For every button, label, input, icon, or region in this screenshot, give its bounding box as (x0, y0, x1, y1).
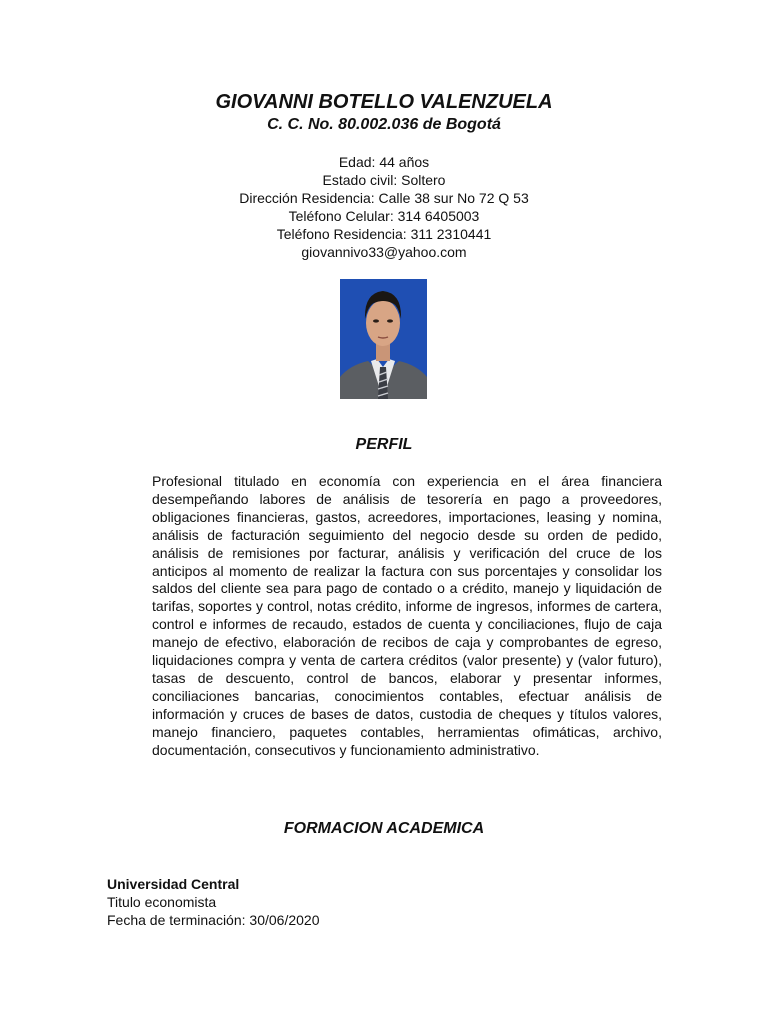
graduation-date: Fecha de terminación: 30/06/2020 (107, 912, 320, 928)
age-line: Edad: 44 años (338, 154, 430, 170)
institution-name: Universidad Central (107, 876, 240, 892)
contact-block (0, 153, 768, 261)
id-number-line: C. C. No. 80.002.036 de Bogotá (267, 116, 501, 133)
address-line: Dirección Residencia: Calle 38 sur No 72 Q 53 (239, 190, 529, 206)
education-section-title: FORMACION ACADEMICA (283, 820, 485, 837)
profile-section-title: PERFIL (355, 436, 413, 453)
degree-title: Titulo economista (107, 894, 217, 910)
home-phone-line: Teléfono Residencia: 311 2310441 (276, 226, 492, 242)
candidate-name: GIOVANNI BOTELLO VALENZUELA (215, 91, 553, 113)
mobile-phone-line: Teléfono Celular: 314 6405003 (288, 208, 480, 224)
email-line: giovannivo33@yahoo.com (301, 244, 467, 260)
civil-status-line: Estado civil: Soltero (322, 172, 446, 188)
education-entry (107, 875, 319, 929)
portrait-photo-icon (340, 279, 427, 399)
profile-text: Profesional titulado en economía con experiencia en el área financiera desempeñando labores de análisis de tesorería en pago a proveedores, obligaciones financieras, gastos, acreedores, importaciones, leasing y nomina, análisis de facturación seguimiento del negocio desde su orden de pedido, análisis de remisiones por facturar, análisis y verificación del cruce de los anticipos al momento de realizar la factura con sus porcentajes y consolidar los saldos del cliente sea para pago de contado o a crédito, manejo y liquidación de tarifas, soportes y control, notas crédito, informe de ingresos, informes de cartera, control e informes de recaudo, estados de cuenta y conciliaciones, flujo de caja manejo de efectivo, elaboración de recibos de caja y comprobantes de egreso, liquidaciones compra y venta de cartera créditos (valor presente) y (valor futuro), tasas de descuento, control de bancos, elaborar y presentar informes, conciliaciones bancarias, conocimientos contables, efectuar análisis de información y cruces de bases de datos, custodia de cheques y títulos valores, manejo financiero, paquetes contables, herramientas ofimáticas, archivo, documentación, consecutivos y funcionamiento administrativo. (152, 473, 662, 758)
